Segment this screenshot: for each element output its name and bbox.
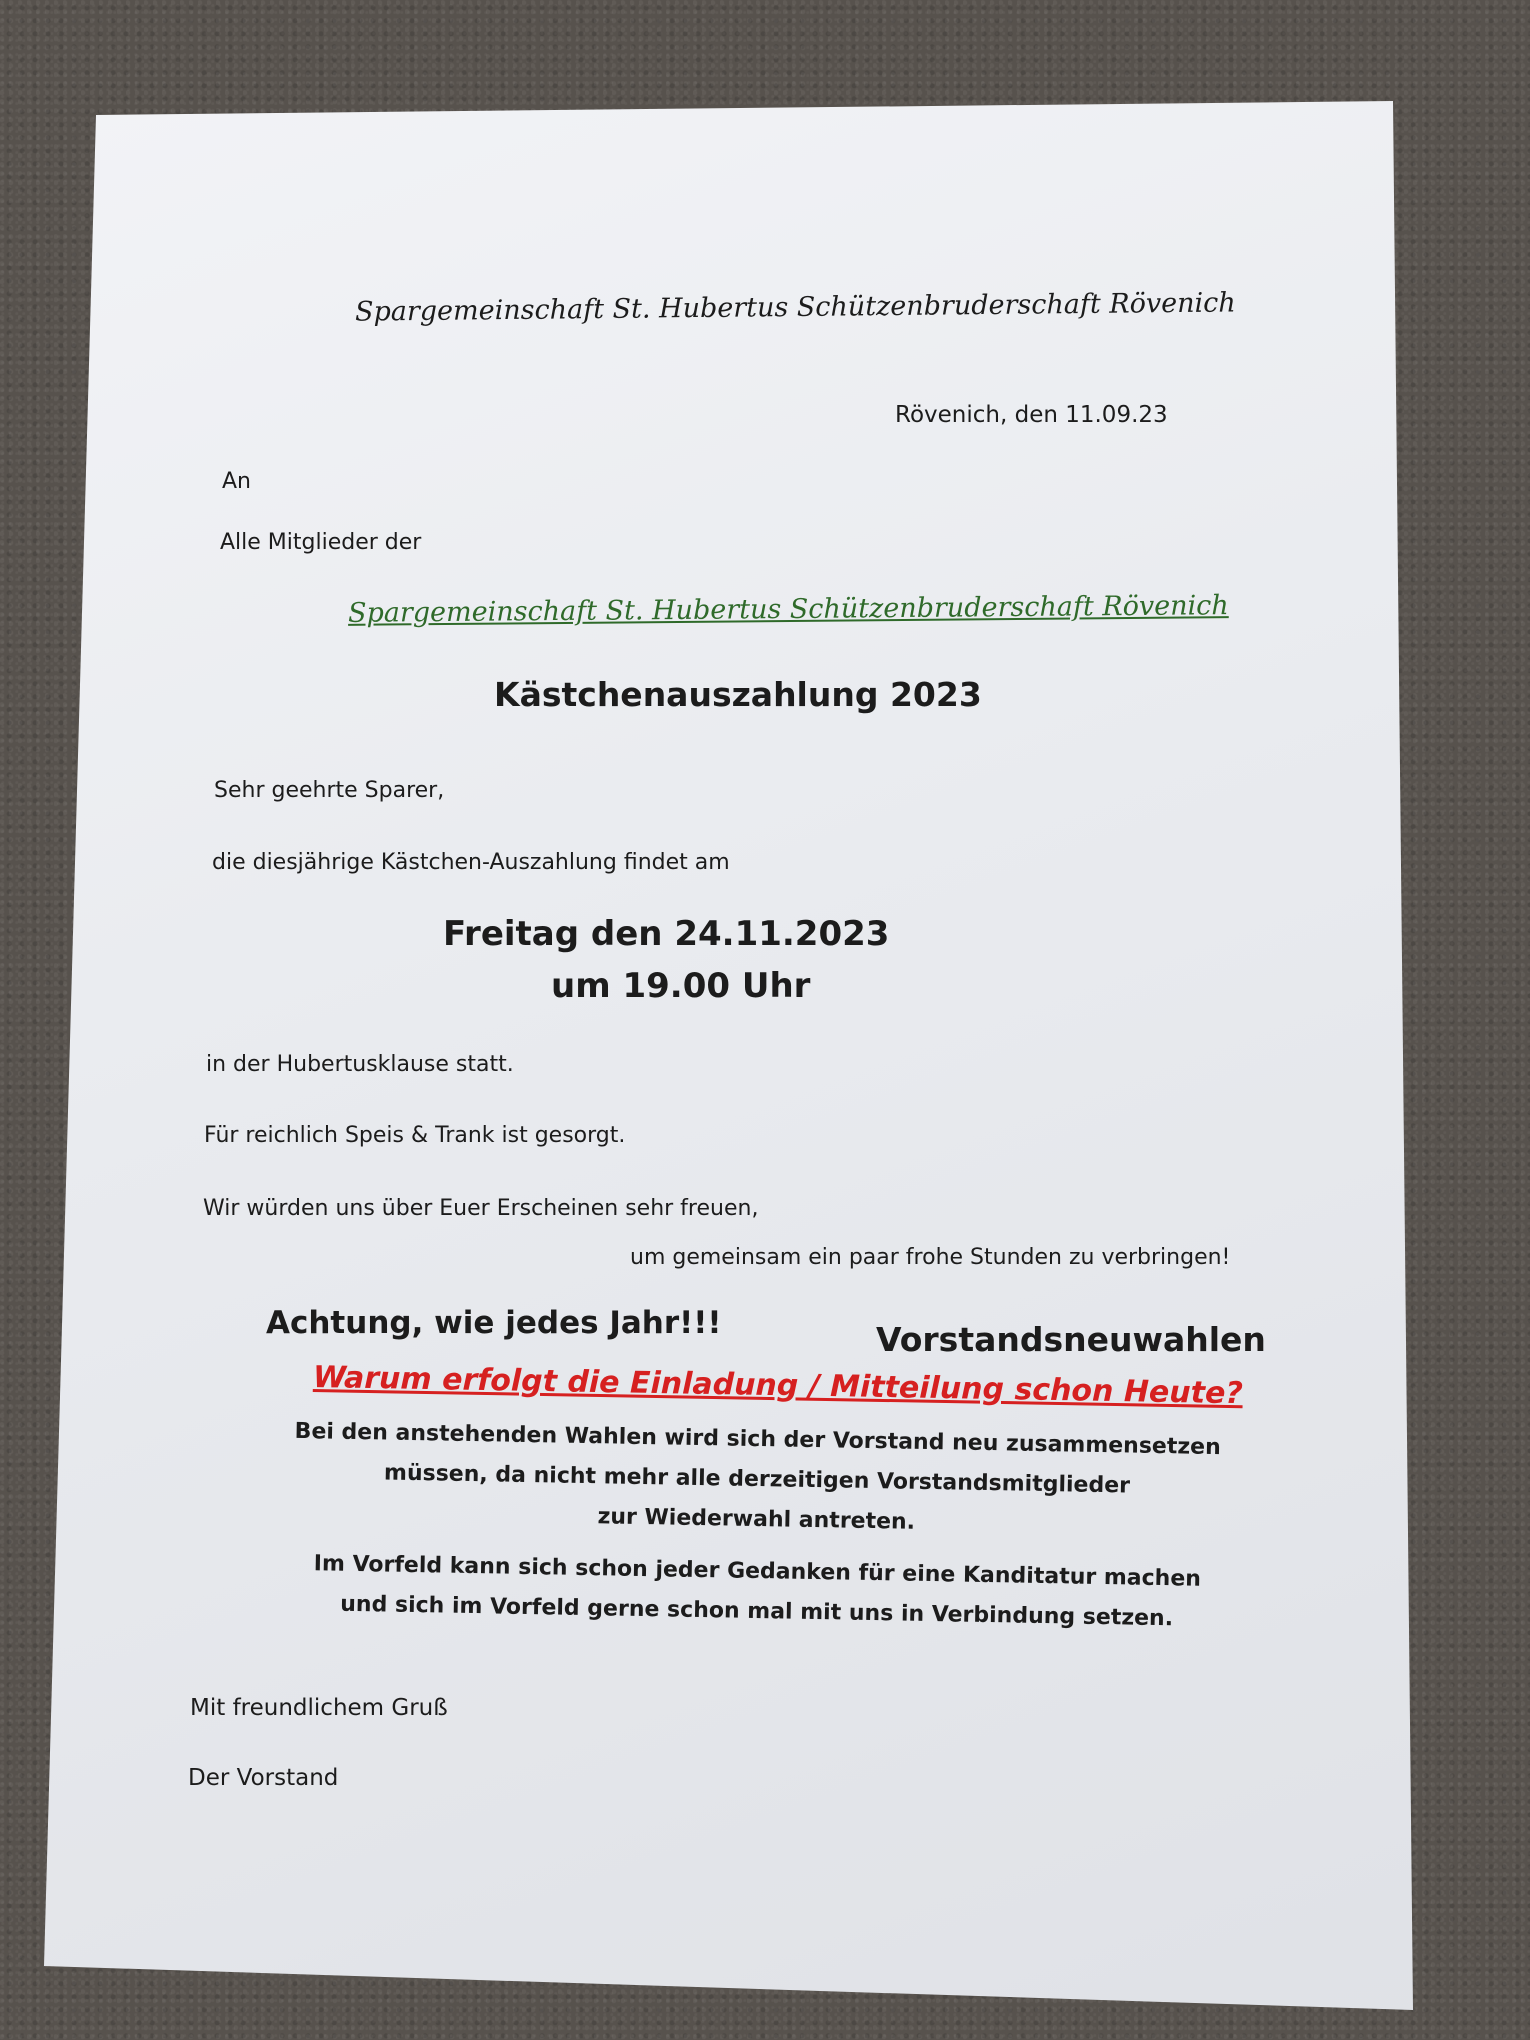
signature: Der Vorstand (188, 1765, 339, 1791)
closing-greeting: Mit freundlichem Gruß (190, 1695, 448, 1721)
salutation: Sehr geehrte Sparer, (214, 778, 445, 803)
paragraph-line: Bei den anstehenden Wahlen wird sich der Vorstand neu zusammensetzen (294, 1418, 1221, 1461)
intro-text: die diesjährige Kästchen-Auszahlung findet am (212, 850, 730, 875)
welcome-line-2: um gemeinsam ein paar frohe Stunden zu verbringen! (630, 1245, 1231, 1270)
addressee-members: Alle Mitglieder der (220, 530, 422, 555)
paragraph-line: zur Wiederwahl antreten. (597, 1504, 916, 1535)
paragraph-line: und sich im Vorfeld gerne schon mal mit uns in Verbindung setzen. (340, 1591, 1174, 1632)
addressee-prefix: An (222, 469, 251, 494)
invitation-question: Warum erfolgt die Einladung / Mitteilung schon Heute? (312, 1360, 1244, 1412)
event-date: Freitag den 24.11.2023 (443, 914, 890, 954)
letterhead-organization: Spargemeinschaft St. Hubertus Schützenbruderschaft Rövenich (354, 287, 1236, 328)
paragraph-line: müssen, da nicht mehr alle derzeitigen Vorstandsmitglieder (383, 1460, 1131, 1499)
welcome-line-1: Wir würden uns über Euer Erscheinen sehr freuen, (203, 1196, 759, 1221)
elections-paragraph (281, 1412, 1233, 1549)
candidacy-paragraph (281, 1544, 1232, 1641)
addressee-organization: Spargemeinschaft St. Hubertus Schützenbruderschaft Rövenich (347, 590, 1229, 629)
board-elections-heading: Vorstandsneuwahlen (876, 1320, 1266, 1359)
catering-note: Für reichlich Speis & Trank ist gesorgt. (204, 1123, 626, 1148)
event-time: um 19.00 Uhr (551, 966, 811, 1006)
letter-date: Rövenich, den 11.09.23 (895, 402, 1168, 428)
event-location: in der Hubertusklause statt. (206, 1052, 514, 1077)
paragraph-line: Im Vorfeld kann sich schon jeder Gedanken für eine Kanditatur machen (313, 1551, 1202, 1592)
letter-title: Kästchenauszahlung 2023 (494, 675, 982, 714)
attention-heading: Achtung, wie jedes Jahr!!! (266, 1305, 722, 1341)
